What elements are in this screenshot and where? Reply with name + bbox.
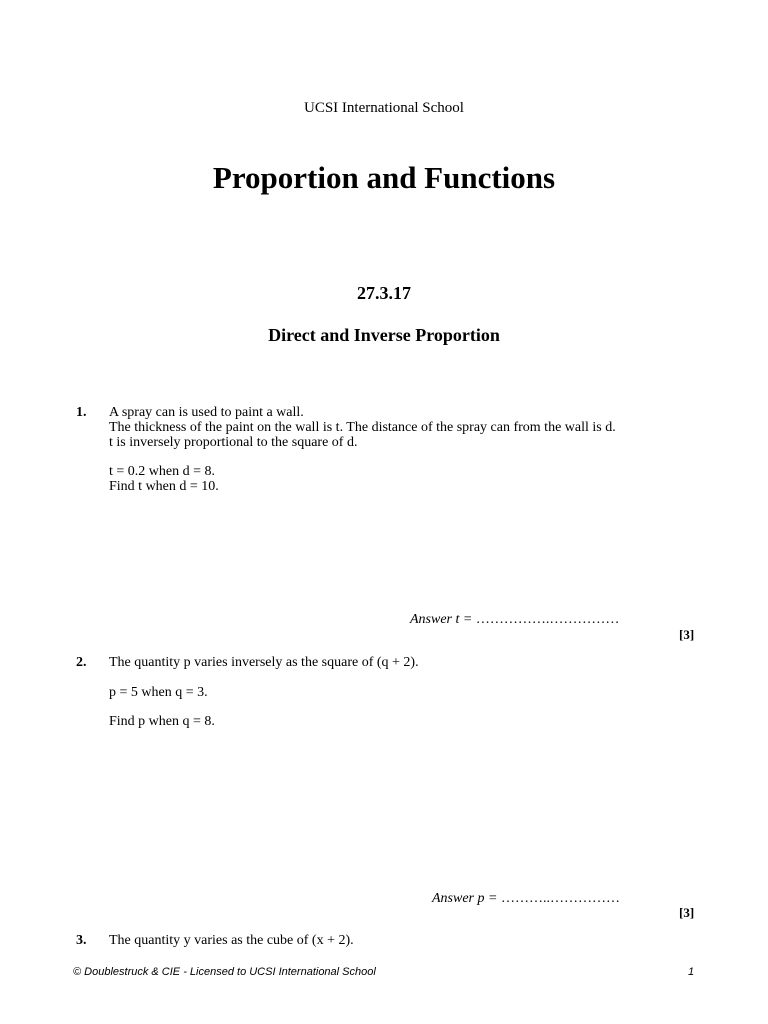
school-name: UCSI International School	[304, 100, 464, 116]
question-2-answer-blank[interactable]: ………..……………	[500, 891, 620, 906]
question-1-number: 1.	[76, 405, 87, 420]
question-2-answer[interactable]	[432, 891, 620, 907]
question-2-line-3: Find p when q = 8.	[109, 714, 215, 729]
worksheet-date: 27.3.17	[357, 283, 411, 303]
question-1-answer[interactable]	[410, 612, 619, 628]
question-3-line-1: The quantity y varies as the cube of (x + 2).	[109, 933, 354, 948]
question-1-line-1: A spray can is used to paint a wall.	[109, 405, 304, 420]
question-1-line-4: t = 0.2 when d = 8.	[109, 464, 216, 479]
question-1-line-3: t is inversely proportional to the square of d.	[109, 435, 358, 450]
question-3-number: 3.	[76, 933, 87, 948]
question-2-line-1: The quantity p varies inversely as the square of (q + 2).	[109, 655, 419, 670]
question-2-answer-label: Answer p =	[432, 891, 501, 906]
question-2-marks: [3]	[679, 905, 695, 920]
page-title: Proportion and Functions	[212, 160, 556, 195]
question-1-answer-blank[interactable]: …………….……………	[475, 612, 620, 627]
question-1-line-5: Find t when d = 10.	[109, 479, 219, 494]
question-1-marks: [3]	[679, 627, 695, 642]
question-1-line-2: The thickness of the paint on the wall is t. The distance of the spray can from the wall is d.	[109, 420, 616, 435]
question-2-line-2: p = 5 when q = 3.	[109, 685, 208, 700]
question-1-answer-label: Answer t =	[410, 612, 476, 627]
footer-page-number: 1	[688, 966, 695, 978]
question-2-number: 2.	[76, 655, 87, 670]
section-subtitle: Direct and Inverse Proportion	[268, 325, 500, 345]
footer-copyright: © Doublestruck & CIE - Licensed to UCSI International School	[73, 966, 376, 978]
